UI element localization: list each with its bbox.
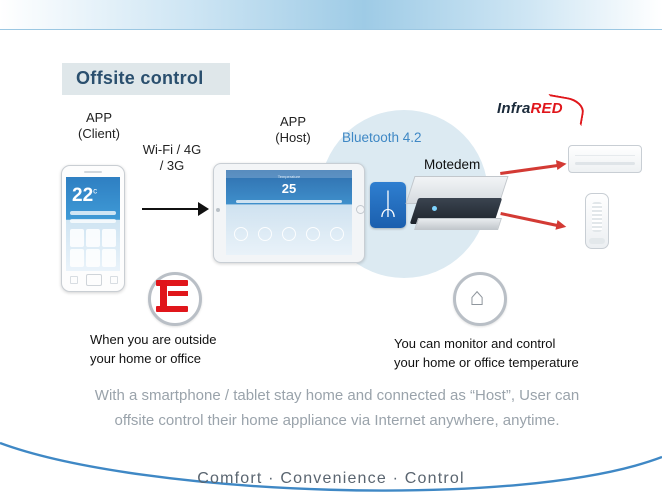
- phone-tile-6: [102, 249, 116, 267]
- bluetooth-icon: ᛦ: [379, 188, 397, 221]
- label-app-client: [64, 110, 134, 142]
- infrared-arc-icon: [544, 94, 586, 126]
- phone-tile-4: [70, 249, 84, 267]
- label-app-client-line2: (Client): [78, 126, 120, 141]
- page-title: Offsite control: [76, 68, 204, 88]
- tablet-icon-1: [234, 227, 248, 241]
- label-wifi-line2: / 3G: [159, 158, 185, 173]
- tower-ac-unit: [585, 193, 609, 249]
- tablet-camera: [216, 208, 220, 212]
- caption-monitor: [394, 334, 624, 372]
- label-app-host-line1: APP: [279, 114, 306, 129]
- phone-tile-1: [70, 229, 84, 247]
- label-motedem: Motedem: [424, 157, 481, 172]
- label-app-client-line1: APP: [85, 110, 112, 125]
- tablet-control-icons: [234, 222, 344, 246]
- exit-icon-bar-middle: [168, 291, 188, 296]
- footer-tagline: Comfort · Convenience · Control: [197, 470, 465, 487]
- description-line2: offsite control their home appliance via Internet anywhere, anytime.: [114, 412, 560, 429]
- ac-unit-seam: [575, 155, 635, 156]
- phone-slider-bar-2: [70, 219, 116, 223]
- home-icon: ⌂: [469, 283, 485, 311]
- motedem-device: [410, 176, 502, 232]
- top-gradient-band: [0, 0, 662, 30]
- phone-slider-bar-1: [70, 211, 116, 215]
- phone-speaker: [84, 171, 102, 173]
- phone-tile-2: [86, 229, 100, 247]
- phone-screen: [66, 177, 120, 271]
- tablet-slider-bar: [236, 200, 342, 203]
- label-bluetooth-version: Bluetooth 4.2: [342, 130, 422, 145]
- description-line1: With a smartphone / tablet stay home and connected as “Host”, User can: [94, 387, 580, 404]
- smartphone-client-device: [61, 165, 125, 292]
- label-wifi-line1: Wi-Fi / 4G: [142, 142, 202, 157]
- ac-unit-vent: [575, 162, 635, 165]
- footer-swoosh-decoration: [0, 437, 662, 498]
- phone-home-button: [86, 274, 102, 286]
- tower-ac-grill: [592, 202, 602, 232]
- label-wifi-network: [132, 142, 212, 174]
- ir-signal-arrow-to-tower-ac: [500, 212, 557, 227]
- motedem-led-indicator: [432, 206, 437, 211]
- tablet-screen: [226, 170, 352, 255]
- label-app-host-line2: (Host): [275, 130, 311, 145]
- tablet-icon-4: [306, 227, 320, 241]
- phone-tile-3: [102, 229, 116, 247]
- caption-monitor-line2: your home or office temperature: [394, 355, 579, 370]
- caption-offsite: [90, 330, 280, 368]
- caption-offsite-line2: your home or office: [90, 351, 202, 366]
- phone-tile-5: [86, 249, 100, 267]
- phone-control-tiles: [70, 229, 116, 267]
- wall-mounted-ac-unit: [568, 145, 642, 173]
- exit-icon-bar-bottom: [156, 306, 188, 312]
- tablet-icon-2: [258, 227, 272, 241]
- top-band-divider: [0, 29, 662, 30]
- phone-menu-button: [110, 276, 118, 284]
- motedem-base: [414, 218, 502, 230]
- connection-arrow-head: [198, 202, 209, 216]
- tablet-temperature-reading: 25: [281, 181, 297, 196]
- phone-temperature-reading: 22$^c$: [72, 185, 98, 206]
- tablet-screen-label: Temperature: [277, 174, 301, 179]
- tablet-host-device: [213, 163, 365, 263]
- ir-signal-arrow-to-wall-ac: [500, 164, 558, 175]
- tablet-icon-3: [282, 227, 296, 241]
- infrared-logo-part1: Infra: [497, 100, 531, 117]
- label-app-host: [262, 114, 324, 146]
- caption-offsite-line1: When you are outside: [90, 332, 217, 347]
- caption-monitor-line1: You can monitor and control: [394, 336, 556, 351]
- tablet-home-button: [356, 205, 365, 214]
- connection-arrow-shaft: [142, 208, 200, 210]
- tablet-icon-5: [330, 227, 344, 241]
- phone-back-button: [70, 276, 78, 284]
- tower-ac-base: [589, 238, 605, 244]
- infrared-logo-part2: RED: [530, 100, 563, 117]
- description-paragraph: [47, 383, 627, 433]
